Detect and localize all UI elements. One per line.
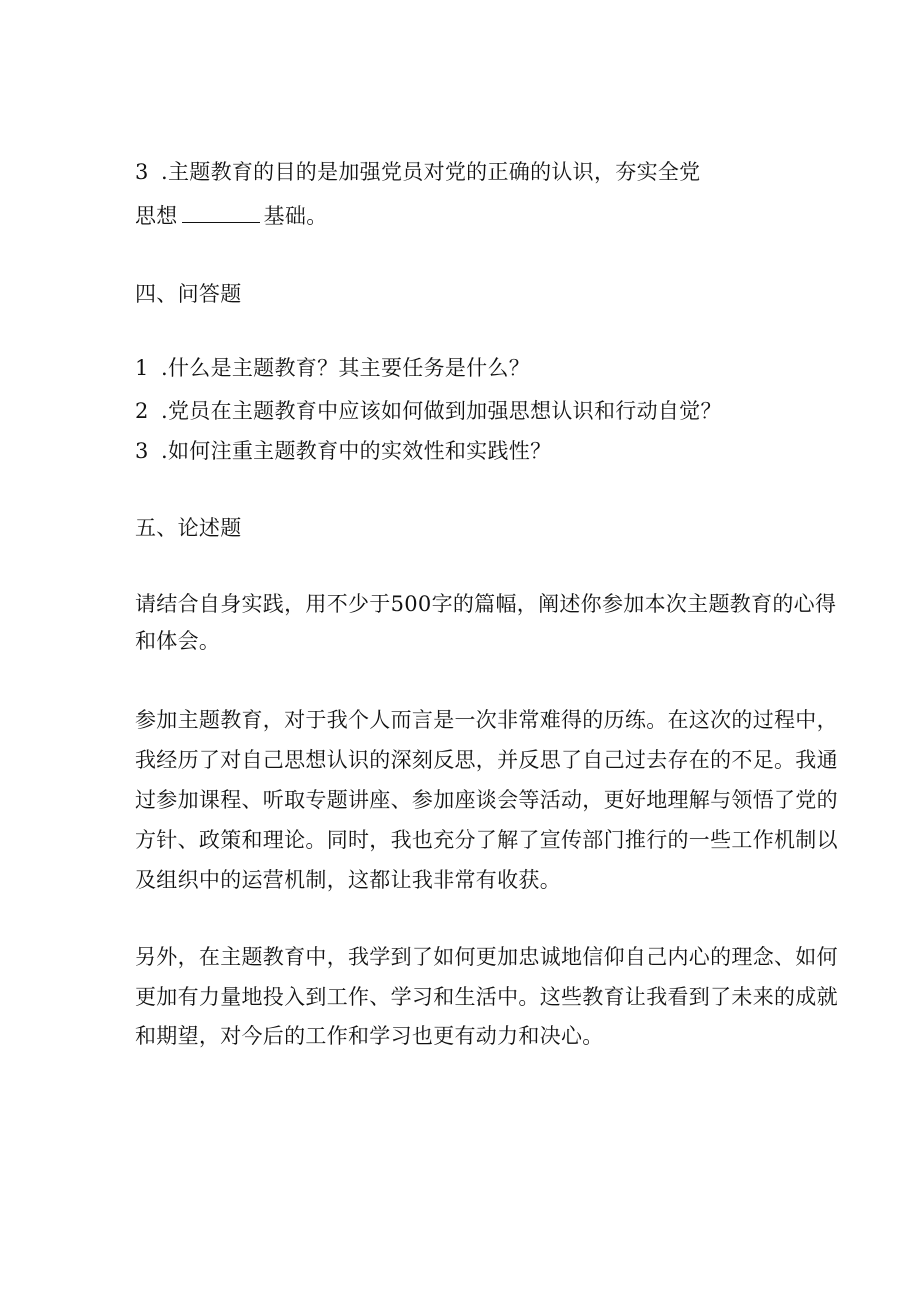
- question-number: 1: [135, 356, 149, 380]
- essay-paragraph-2-line: 更加有力量地投入到工作、学习和生活中。这些教育让我看到了未来的成就: [135, 985, 838, 1009]
- essay-prompt-line: 和体会。: [135, 629, 221, 653]
- qa-question: [135, 437, 551, 465]
- section-heading-qa: 四、问答题: [135, 282, 242, 306]
- essay-paragraph-1-line: 参加主题教育，对于我个人而言是一次非常难得的历练。在这次的过程中，: [135, 708, 838, 732]
- qa-question: [135, 354, 530, 382]
- essay-prompt-line: 请结合自身实践，用不少于500字的篇幅，阐述你参加本次主题教育的心得: [135, 592, 837, 616]
- question-number: 3: [135, 160, 149, 184]
- question-text: .如何注重主题教育中的实效性和实践性？: [161, 439, 552, 463]
- question-text: .什么是主题教育？其主要任务是什么？: [161, 356, 531, 380]
- answer-blank: [182, 204, 260, 223]
- question-number: 3: [135, 439, 149, 463]
- fill-blank-question-3: [135, 158, 700, 186]
- question-text: .党员在主题教育中应该如何做到加强思想认识和行动自觉？: [161, 399, 722, 423]
- qa-question: [135, 397, 722, 425]
- question-number: 2: [135, 399, 149, 423]
- question-text-before-blank: 思想: [135, 204, 178, 228]
- essay-paragraph-1-line: 过参加课程、听取专题讲座、参加座谈会等活动，更好地理解与领悟了党的: [135, 788, 838, 812]
- section-heading-essay: 五、论述题: [135, 516, 242, 540]
- question-text-after-blank: 基础。: [263, 204, 328, 228]
- essay-paragraph-1-line: 我经历了对自己思想认识的深刻反思，并反思了自己过去存在的不足。我通: [135, 748, 838, 772]
- essay-paragraph-2-line: 另外，在主题教育中，我学到了如何更加忠诚地信仰自己内心的理念、如何: [135, 945, 838, 969]
- essay-paragraph-2-line: 和期望，对今后的工作和学习也更有动力和决心。: [135, 1024, 604, 1048]
- fill-blank-question-3-continued: [135, 202, 328, 230]
- question-text: .主题教育的目的是加强党员对党的正确的认识，夯实全党: [161, 160, 701, 184]
- essay-paragraph-1-line: 方针、政策和理论。同时，我也充分了解了宣传部门推行的一些工作机制以: [135, 828, 838, 852]
- essay-paragraph-1-line: 及组织中的运营机制，这都让我非常有收获。: [135, 868, 561, 892]
